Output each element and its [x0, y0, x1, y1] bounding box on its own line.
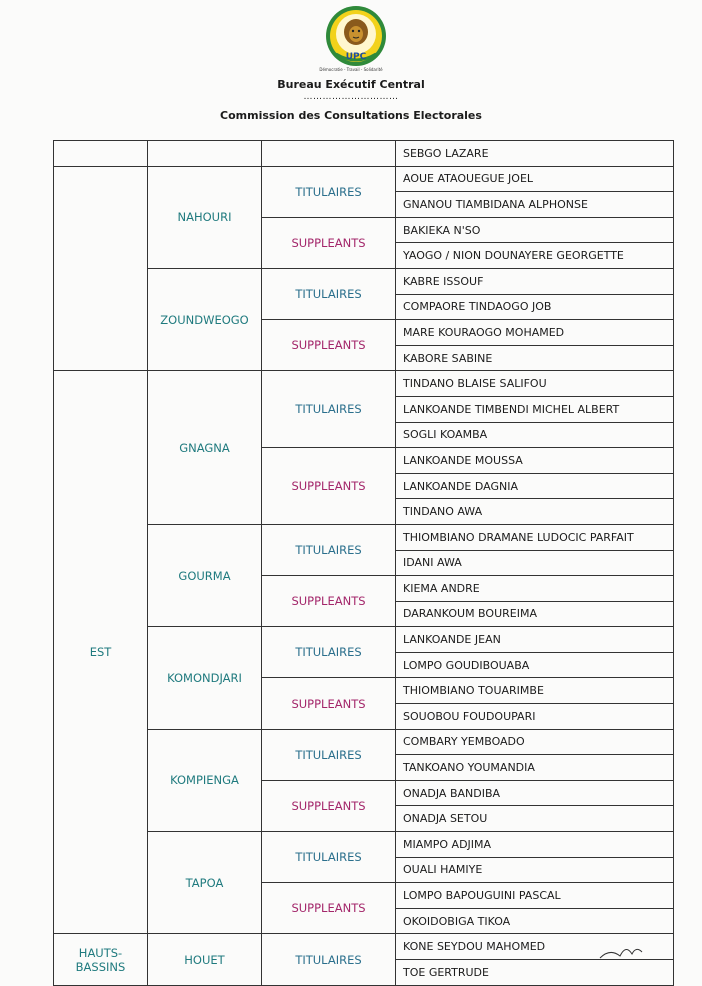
suppleants-label: SUPPLEANTS [262, 217, 396, 268]
suppleants-label: SUPPLEANTS [262, 780, 396, 831]
candidate-name: BAKIEKA N'SO [396, 217, 674, 243]
titulaires-label: TITULAIRES [262, 268, 396, 319]
candidates-table [53, 140, 674, 986]
signature-mark [596, 940, 666, 960]
candidate-name: GNANOU TIAMBIDANA ALPHONSE [396, 192, 674, 218]
province-cell: KOMONDJARI [148, 627, 262, 729]
candidate-name: LANKOANDE TIMBENDI MICHEL ALBERT [396, 396, 674, 422]
candidate-name: SOUOBOU FOUDOUPARI [396, 704, 674, 730]
province-cell: ZOUNDWEOGO [148, 268, 262, 370]
document-header [0, 0, 702, 135]
candidate-name: THIOMBIANO TOUARIMBE [396, 678, 674, 704]
candidate-name: SEBGO LAZARE [396, 141, 674, 167]
candidate-name: MIAMPO ADJIMA [396, 832, 674, 858]
table-row [54, 166, 674, 192]
candidate-name: OUALI HAMIYE [396, 857, 674, 883]
titulaires-label: TITULAIRES [262, 934, 396, 985]
candidate-name: KIEMA ANDRE [396, 576, 674, 602]
province-cell: TAPOA [148, 832, 262, 934]
candidate-name: LOMPO GOUDIBOUABA [396, 652, 674, 678]
candidate-name: KABRE ISSOUF [396, 268, 674, 294]
candidate-name: KABORE SABINE [396, 345, 674, 371]
titulaires-label: TITULAIRES [262, 371, 396, 448]
province-cell: KOMPIENGA [148, 729, 262, 831]
titulaires-label: TITULAIRES [262, 729, 396, 780]
candidate-name: ONADJA BANDIBA [396, 780, 674, 806]
region-cell [54, 166, 148, 371]
suppleants-label: SUPPLEANTS [262, 576, 396, 627]
suppleants-label: SUPPLEANTS [262, 448, 396, 525]
upc-logo-icon [324, 4, 388, 68]
candidate-name: TOE GERTRUDE [396, 960, 674, 986]
table-row [54, 371, 674, 397]
suppleants-label: SUPPLEANTS [262, 883, 396, 934]
dotted-separator: ………………………… [303, 92, 399, 102]
candidate-name: LANKOANDE MOUSSA [396, 448, 674, 474]
bureau-title: Bureau Exécutif Central [277, 78, 425, 91]
candidate-name: ONADJA SETOU [396, 806, 674, 832]
province-cell: NAHOURI [148, 166, 262, 268]
candidate-name: COMBARY YEMBOADO [396, 729, 674, 755]
party-motto: Démocratie - Travail - Solidarité [319, 67, 383, 72]
titulaires-label: TITULAIRES [262, 166, 396, 217]
titulaires-label: TITULAIRES [262, 832, 396, 883]
candidate-name: THIOMBIANO DRAMANE LUDOCIC PARFAIT [396, 524, 674, 550]
candidate-name: DARANKOUM BOUREIMA [396, 601, 674, 627]
province-cell: HOUET [148, 934, 262, 985]
region-cell: HAUTS- BASSINS [54, 934, 148, 985]
candidate-name: LANKOANDE JEAN [396, 627, 674, 653]
candidate-name: KONE SEYDOU MAHOMED [396, 934, 674, 960]
candidate-name: TINDANO AWA [396, 499, 674, 525]
candidate-name: IDANI AWA [396, 550, 674, 576]
candidate-name: TANKOANO YOUMANDIA [396, 755, 674, 781]
candidate-name: LOMPO BAPOUGUINI PASCAL [396, 883, 674, 909]
candidate-name: COMPAORE TINDAOGO JOB [396, 294, 674, 320]
province-cell: GOURMA [148, 524, 262, 626]
suppleants-label: SUPPLEANTS [262, 320, 396, 371]
commission-subtitle: Commission des Consultations Electorales [220, 109, 482, 122]
candidate-name: MARE KOURAOGO MOHAMED [396, 320, 674, 346]
province-cell: GNAGNA [148, 371, 262, 525]
suppleants-label: SUPPLEANTS [262, 678, 396, 729]
svg-text:UPC: UPC [345, 52, 367, 62]
candidate-name: YAOGO / NION DOUNAYERE GEORGETTE [396, 243, 674, 269]
candidate-name: TINDANO BLAISE SALIFOU [396, 371, 674, 397]
table-row [54, 934, 674, 960]
table-row [54, 141, 674, 167]
titulaires-label: TITULAIRES [262, 627, 396, 678]
candidate-name: LANKOANDE DAGNIA [396, 473, 674, 499]
region-cell: EST [54, 371, 148, 934]
region-cell-empty [54, 141, 148, 167]
province-cell-empty [148, 141, 262, 167]
candidate-name: OKOIDOBIGA TIKOA [396, 908, 674, 934]
candidate-name: SOGLI KOAMBA [396, 422, 674, 448]
titulaires-label: TITULAIRES [262, 524, 396, 575]
candidate-name: AOUE ATAOUEGUE JOEL [396, 166, 674, 192]
role-cell-empty [262, 141, 396, 167]
